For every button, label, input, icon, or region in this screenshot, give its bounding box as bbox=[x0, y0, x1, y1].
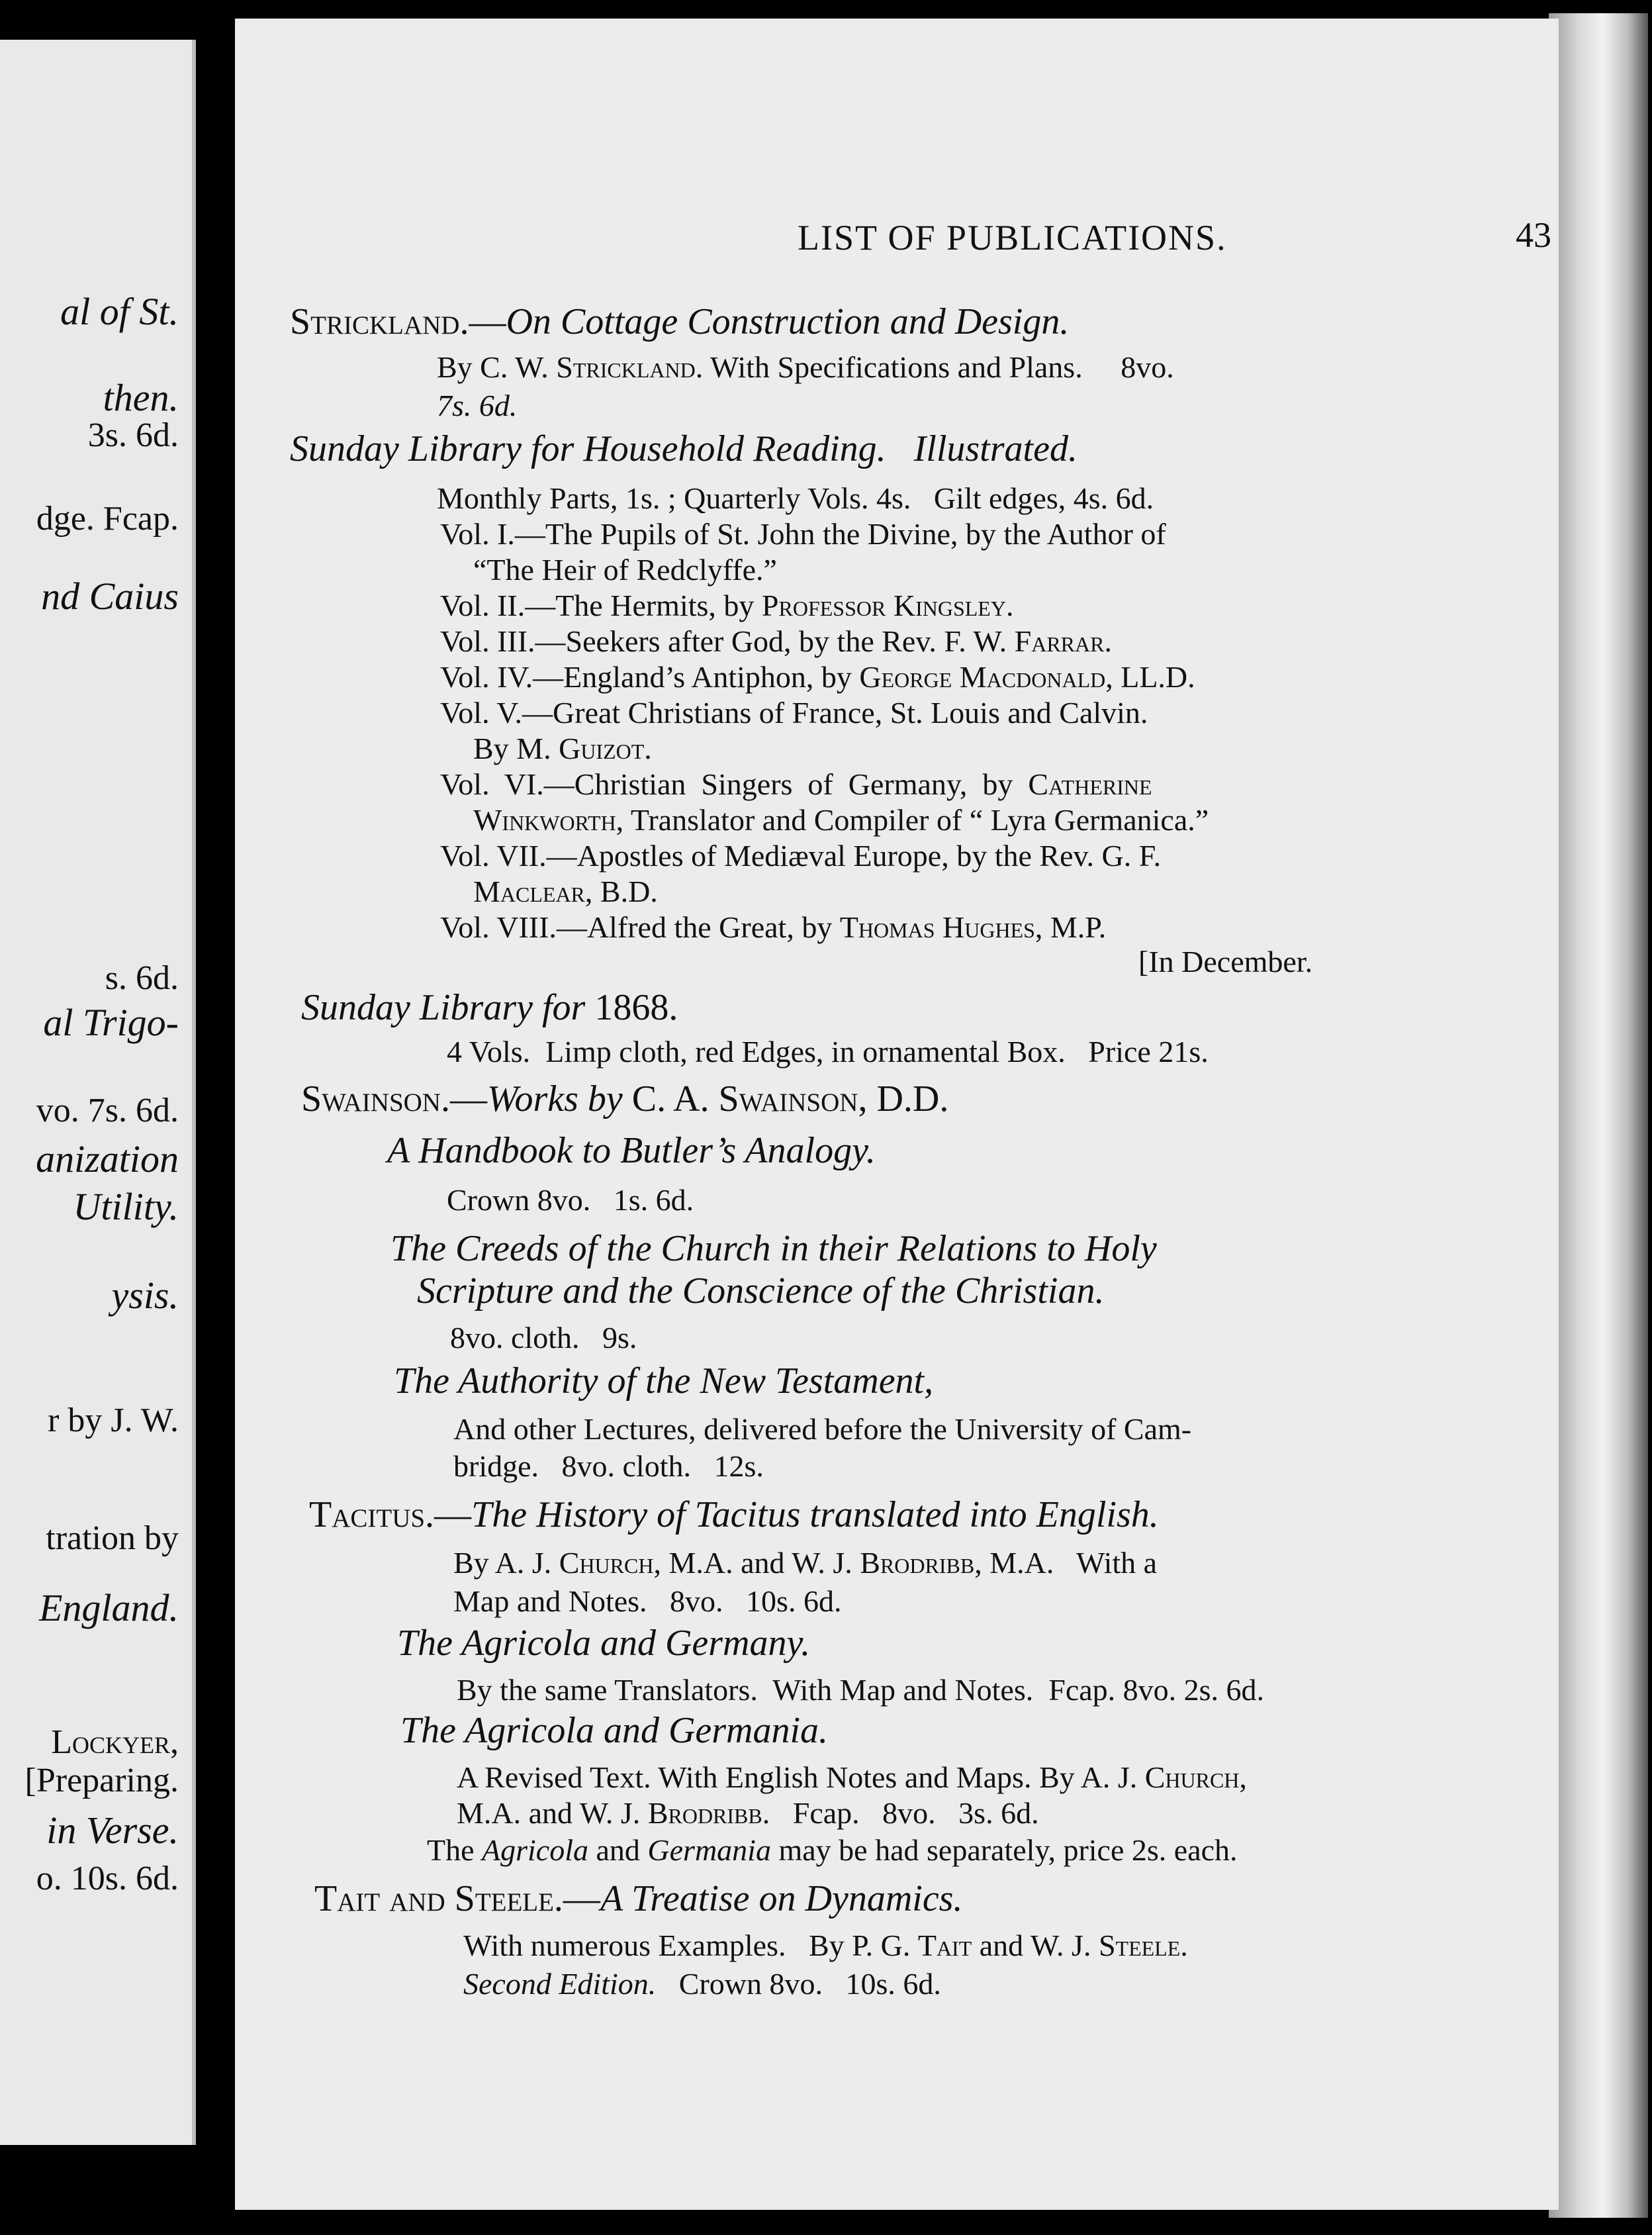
text-run: Thomas Hughes, bbox=[839, 910, 1043, 944]
left-page-fragment bbox=[0, 40, 196, 2145]
text-run: The Agricola and Germany. bbox=[397, 1623, 811, 1664]
entry-line bbox=[463, 1969, 941, 1999]
left-fragment: [Preparing. bbox=[24, 1762, 179, 1799]
entry-line bbox=[473, 877, 658, 907]
text-run: Scripture and the Conscience of the Christian. bbox=[417, 1270, 1105, 1311]
text-run: Vol. VII.—Apostles of Mediæval Europe, by the Rev. G. F. bbox=[440, 839, 1162, 873]
entry-line bbox=[453, 1414, 1191, 1445]
text-run: By the same Translators. With Map and Notes. Fcap. 8vo. 2s. 6d. bbox=[457, 1673, 1265, 1707]
entry-line bbox=[457, 1675, 1264, 1705]
text-run: LL.D. bbox=[1113, 660, 1195, 694]
text-run: Fcap. 8vo. 3s. 6d. bbox=[770, 1796, 1039, 1830]
text-run: [In December. bbox=[1138, 945, 1313, 978]
entry-heading bbox=[314, 1880, 962, 1917]
text-run: A Revised Text. With English Notes and Maps. By A. J. bbox=[457, 1760, 1145, 1794]
page-number: 43 bbox=[1516, 215, 1551, 255]
text-run: Brodribb. bbox=[647, 1796, 770, 1830]
text-run: and bbox=[588, 1833, 648, 1867]
left-fragment: ysis. bbox=[111, 1274, 179, 1317]
text-run: B.D. bbox=[592, 875, 658, 908]
document-page bbox=[235, 19, 1559, 2210]
text-run: Catherine bbox=[1028, 767, 1152, 801]
text-run: With Specifications and Plans. 8vo. bbox=[703, 350, 1174, 384]
text-run: On Cottage Construction and Design. bbox=[506, 301, 1070, 342]
entry-heading bbox=[290, 430, 1078, 467]
entry-line bbox=[447, 1037, 1209, 1067]
entry-line bbox=[457, 1798, 1039, 1829]
left-fragment: anization bbox=[36, 1137, 179, 1180]
entry-line bbox=[453, 1548, 1157, 1578]
text-run: With numerous Examples. By P. G. bbox=[463, 1928, 918, 1962]
text-run: Vol. II.—The Hermits, by bbox=[440, 589, 762, 622]
text-run: M.A. and W. J. bbox=[457, 1796, 648, 1830]
text-run: The Agricola and Germania. bbox=[400, 1710, 829, 1751]
left-fragment: r by J. W. bbox=[48, 1402, 179, 1439]
entry-heading bbox=[309, 1496, 1159, 1533]
text-run: Crown 8vo. 1s. 6d. bbox=[447, 1183, 694, 1217]
entry-line bbox=[450, 1323, 637, 1353]
entry-line bbox=[473, 734, 652, 764]
left-fragment: dge. Fcap. bbox=[36, 500, 179, 538]
text-run: By M. bbox=[473, 732, 559, 765]
entry-subtitle bbox=[390, 1230, 1157, 1267]
text-run: may be had separately, price 2s. each. bbox=[770, 1833, 1238, 1867]
text-run: A Treatise on Dynamics. bbox=[600, 1878, 963, 1919]
text-run: D.D. bbox=[867, 1078, 949, 1119]
text-run: By C. W. bbox=[437, 350, 557, 384]
entry-line bbox=[440, 519, 1166, 549]
text-run: Works by bbox=[486, 1078, 623, 1119]
text-run: Guizot. bbox=[559, 732, 652, 765]
entry-line bbox=[440, 769, 1152, 800]
text-run: 8vo. cloth. 9s. bbox=[450, 1321, 637, 1355]
entry-line bbox=[437, 352, 1174, 383]
entry-line bbox=[453, 1451, 764, 1482]
entry-subtitle bbox=[387, 1132, 876, 1169]
left-fragment: Lockyer, bbox=[51, 1723, 179, 1761]
entry-heading bbox=[301, 989, 678, 1026]
text-run: bridge. 8vo. cloth. 12s. bbox=[453, 1449, 764, 1483]
text-run: Vol. V.—Great Christians of France, St. Louis and Calvin. bbox=[440, 696, 1148, 730]
left-fragment: England. bbox=[38, 1586, 179, 1629]
entry-line bbox=[1138, 947, 1312, 977]
text-run: Tait bbox=[917, 1928, 972, 1962]
entry-line bbox=[440, 698, 1148, 728]
page-title: LIST OF PUBLICATIONS. bbox=[798, 218, 1227, 258]
left-fragment: al of St. bbox=[60, 290, 179, 333]
entry-line bbox=[463, 1930, 1188, 1961]
text-run: Tait and Steele.— bbox=[314, 1878, 600, 1919]
text-run: The Authority of the New Testament, bbox=[394, 1360, 934, 1402]
text-run: Vol. VIII.—Alfred the Great, by bbox=[440, 910, 840, 944]
entry-line bbox=[473, 555, 777, 585]
text-run: Steele. bbox=[1098, 1928, 1188, 1962]
left-fragment: tration by bbox=[46, 1519, 179, 1557]
text-run: “The Heir of Redclyffe.” bbox=[473, 553, 777, 587]
entry-line bbox=[457, 1762, 1247, 1793]
entry-line bbox=[473, 805, 1209, 835]
text-run: Church, bbox=[1144, 1760, 1247, 1794]
entry-line bbox=[427, 1835, 1238, 1866]
text-run: The Creeds of the Church in their Relations to Holy bbox=[390, 1228, 1157, 1269]
text-run: And other Lectures, delivered before the University of Cam- bbox=[453, 1412, 1192, 1446]
book-edge bbox=[1549, 13, 1648, 2218]
entry-line bbox=[440, 841, 1161, 871]
entry-line bbox=[440, 591, 1013, 621]
entry-heading bbox=[301, 1080, 948, 1118]
text-run: A Handbook to Butler’s Analogy. bbox=[387, 1130, 876, 1171]
text-run: Sunday Library for Household Reading. Illustrated. bbox=[290, 428, 1078, 469]
text-run: Professor Kingsley. bbox=[761, 589, 1014, 622]
text-run: Farrar. bbox=[1014, 624, 1112, 658]
text-run: Vol. IV.—England’s Antiphon, by bbox=[440, 660, 860, 694]
text-run: George Macdonald, bbox=[859, 660, 1113, 694]
text-run: Vol. III.—Seekers after God, by the Rev. F. W. bbox=[440, 624, 1015, 658]
text-run: Winkworth, bbox=[473, 803, 624, 837]
text-run: Maclear, bbox=[473, 875, 593, 908]
text-run: 4 Vols. Limp cloth, red Edges, in ornamental Box. Price 21s. bbox=[447, 1035, 1209, 1069]
left-fragment: in Verse. bbox=[46, 1809, 179, 1852]
text-run: Second Edition. bbox=[463, 1967, 657, 2001]
left-fragment: al Trigo- bbox=[43, 1001, 179, 1044]
text-run: Crown 8vo. 10s. 6d. bbox=[656, 1967, 941, 2001]
text-run: Agricola bbox=[482, 1833, 588, 1867]
left-fragment: Utility. bbox=[73, 1185, 179, 1228]
text-run: Church, bbox=[559, 1546, 661, 1580]
left-fragment: then. bbox=[103, 376, 179, 419]
left-fragment: o. 10s. 6d. bbox=[36, 1860, 179, 1897]
text-run: Swainson.— bbox=[301, 1078, 487, 1119]
entry-subtitle bbox=[397, 1625, 810, 1662]
text-run: 7s. 6d. bbox=[437, 389, 518, 422]
text-run: Germania bbox=[647, 1833, 771, 1867]
entry-line bbox=[453, 1586, 841, 1617]
text-run: The bbox=[427, 1833, 482, 1867]
entry-heading bbox=[290, 303, 1069, 340]
text-run: The History of Tacitus translated into English. bbox=[471, 1494, 1159, 1535]
left-fragment: s. 6d. bbox=[105, 959, 179, 997]
text-run: M.A. With a bbox=[982, 1546, 1158, 1580]
text-run: Vol. I.—The Pupils of St. John the Divine, by the Author of bbox=[440, 517, 1166, 551]
entry-line bbox=[440, 912, 1106, 943]
entry-line bbox=[437, 391, 517, 421]
text-run: Sunday Library for bbox=[301, 987, 586, 1028]
left-fragment: vo. 7s. 6d. bbox=[36, 1092, 179, 1129]
text-run: Tacitus.— bbox=[309, 1494, 472, 1535]
text-run: Strickland.— bbox=[290, 301, 506, 342]
entry-subtitle bbox=[394, 1362, 933, 1400]
left-fragment: nd Caius bbox=[41, 575, 179, 618]
text-run: M.P. bbox=[1042, 910, 1107, 944]
text-run: M.A. and W. J. bbox=[661, 1546, 860, 1580]
text-run: Monthly Parts, 1s. ; Quarterly Vols. 4s. Gilt edges, 4s. 6d. bbox=[437, 481, 1154, 515]
entry-line bbox=[447, 1185, 694, 1215]
entry-line bbox=[440, 626, 1112, 657]
text-run: Map and Notes. 8vo. 10s. 6d. bbox=[453, 1584, 842, 1618]
entry-subtitle bbox=[400, 1712, 828, 1749]
text-run: C. A. bbox=[622, 1078, 719, 1119]
entry-subtitle bbox=[417, 1272, 1104, 1309]
entry-line bbox=[440, 662, 1195, 692]
text-run: Strickland. bbox=[556, 350, 704, 384]
text-run: Vol. VI.—Christian Singers of Germany, by bbox=[440, 767, 1029, 801]
text-run: and W. J. bbox=[972, 1928, 1099, 1962]
text-run: Swainson, bbox=[718, 1078, 868, 1119]
text-run: By A. J. bbox=[453, 1546, 559, 1580]
left-fragment: 3s. 6d. bbox=[87, 416, 179, 454]
text-run: Brodribb, bbox=[860, 1546, 982, 1580]
entry-line bbox=[437, 483, 1154, 514]
text-run: 1868. bbox=[585, 987, 678, 1028]
text-run: Translator and Compiler of “ Lyra Germanica.” bbox=[623, 803, 1209, 837]
